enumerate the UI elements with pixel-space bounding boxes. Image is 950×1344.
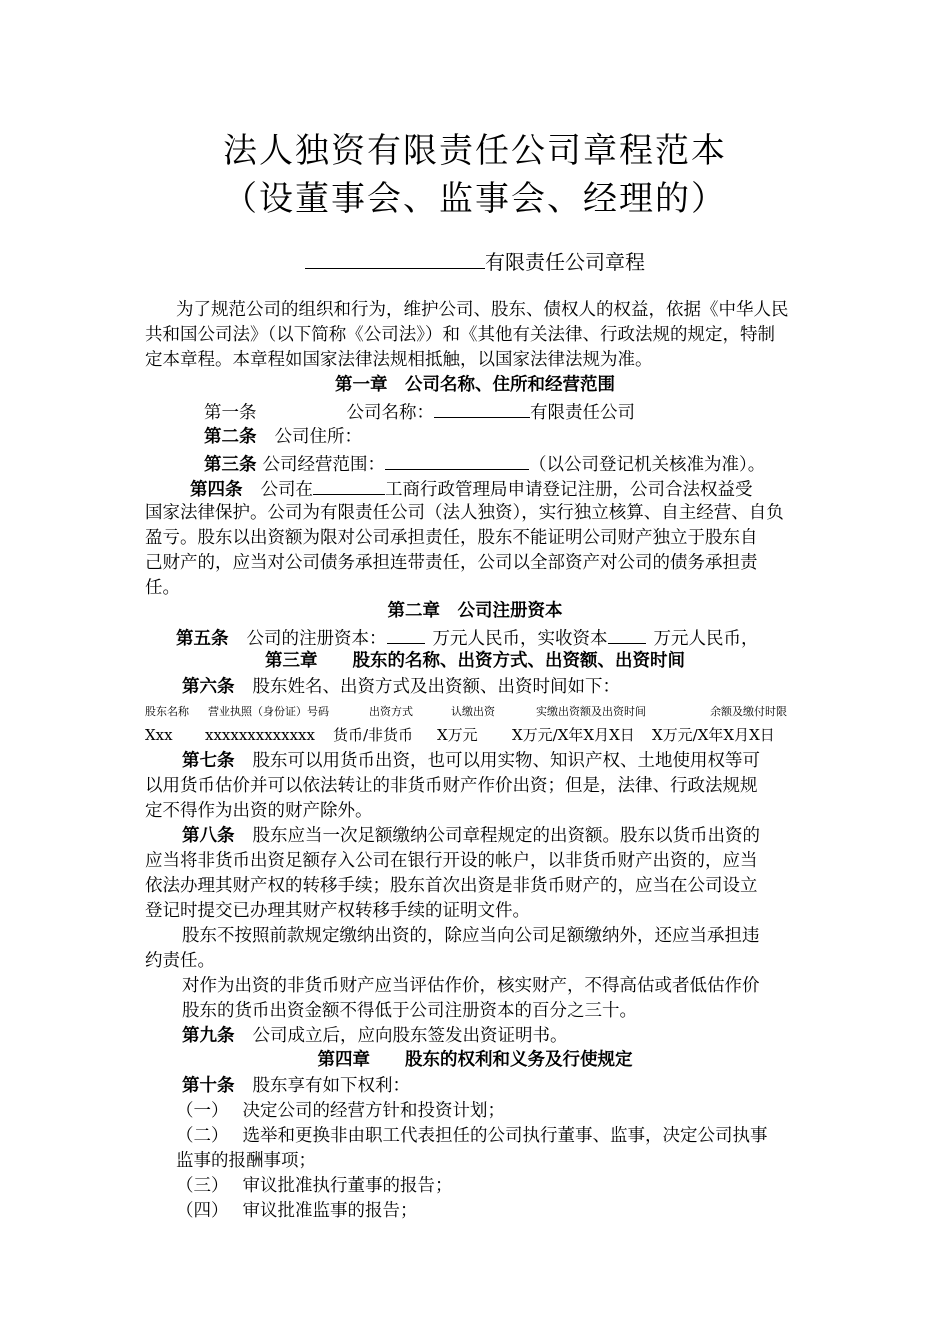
chapter-3-heading: 第三章 股东的名称、出资方式、出资额、出资时间 [265,651,685,671]
right-item-2 [176,1124,768,1148]
document-title-line2: （设董事会、监事会、经理的） [223,179,727,219]
article-1-text: 公司名称： [346,403,434,423]
right-item-4-number: （四） [176,1201,229,1221]
contribution-method-cell: 货币/非货币 [333,726,414,744]
article-5 [176,625,759,651]
article-2-label: 第二条 [204,427,257,447]
subscribed-amount-cell: X万元 [437,726,478,744]
shareholder-table-header-5: 实缴出资额及出资时间 [536,705,646,718]
right-item-2-text: 选举和更换非由职工代表担任的公司执行董事、监事，决定公司执事 [242,1126,768,1146]
shareholder-table-header-1: 股东名称 [145,705,189,718]
right-item-1-number: （一） [176,1101,229,1121]
article-9-label: 第九条 [182,1026,235,1046]
registered-capital-field [387,625,425,644]
article-3-suffix: （以公司登记机关核准为准）。 [529,455,766,475]
shareholder-name-cell: Xxx [145,726,173,744]
article-5-text: 公司的注册资本： [246,629,387,649]
article-1 [204,399,635,425]
article-8-para-4: 股东的货币出资金额不得低于公司注册资本的百分之三十。 [182,1001,637,1021]
article-3-label: 第三条 [204,455,257,475]
article-4-line-3: 盈亏。股东以出资额为限对公司承担责任，股东不能证明公司财产独立于股东自 [145,528,758,548]
article-8 [182,824,760,848]
article-7-line-2: 以用货币估价并可以依法转让的非货币财产作价出资；但是，法律、行政法规规 [145,776,758,796]
paid-in-capital-field [608,625,646,644]
article-10-label: 第十条 [182,1076,235,1096]
shareholder-table-header-2: 营业执照（身份证）号码 [208,705,329,718]
article-10 [182,1074,410,1098]
article-8-line-4: 登记时提交已办理其财产权转移手续的证明文件。 [145,901,530,921]
chapter-2-heading: 第二章 公司注册资本 [387,601,563,621]
article-8-para-2: 股东不按照前款规定缴纳出资的，除应当向公司足额缴纳外，还应当承担违 [182,926,760,946]
right-item-3-text: 审议批准执行董事的报告； [242,1176,453,1196]
right-item-3 [176,1174,453,1198]
shareholder-table-header-6: 余额及缴付时限 [710,705,787,718]
article-8-line-3: 依法办理其财产权的转移手续；股东首次出资是非货币财产的，应当在公司设立 [145,876,758,896]
article-6-label: 第六条 [182,677,235,697]
shareholder-id-cell: xxxxxxxxxxxxx [205,726,315,744]
business-scope-field [385,451,529,470]
preamble-line-3: 定本章程。本章程如国家法律法规相抵触，以国家法律法规为准。 [145,350,653,370]
article-1-suffix: 有限责任公司 [530,403,635,423]
article-8-para-2-cont: 约责任。 [145,951,215,971]
balance-deadline-cell: X万元/X年X月X日 [652,726,775,744]
preamble-line-1: 为了规范公司的组织和行为，维护公司、股东、债权人的权益，依据《中华人民 [176,300,789,320]
charter-subtitle [0,248,950,276]
right-item-2-cont: 监事的报酬事项； [176,1151,316,1171]
article-1-label: 第一条 [204,403,257,423]
article-2-text: 公司住所： [274,427,362,447]
document-title-line1: 法人独资有限责任公司章程范本 [223,131,727,171]
company-name-blank [305,250,485,269]
company-name-field [434,399,530,418]
article-4-line-5: 任。 [145,578,180,598]
article-4-line-4: 己财产的，应当对公司债务承担连带责任，公司以全部资产对公司的债务承担责 [145,553,758,573]
article-4-text: 公司在 [260,480,313,500]
registration-authority-field [313,476,385,495]
shareholder-table-header-4: 认缴出资 [451,705,495,718]
chapter-1-heading: 第一章 公司名称、住所和经营范围 [335,375,615,395]
article-4 [190,476,753,502]
article-5-label: 第五条 [176,629,229,649]
article-7 [182,749,760,773]
article-10-text: 股东享有如下权利： [252,1076,410,1096]
article-5-text-cont: 万元人民币，实收资本 [432,629,608,649]
article-4-line-2: 国家法律保护。公司为有限责任公司（法人独资），实行独立核算、自主经营、自负 [145,503,784,523]
chapter-4-heading: 第四章 股东的权利和义务及行使规定 [317,1050,633,1070]
charter-subtitle-text: 有限责任公司章程 [485,250,645,274]
article-7-label: 第七条 [182,751,235,771]
article-7-line-3: 定不得作为出资的财产除外。 [145,801,373,821]
paid-amount-cell: X万元/X年X月X日 [512,726,635,744]
article-6 [182,675,620,699]
preamble-line-2: 共和国公司法》（以下简称《公司法》）和《其他有关法律、行政法规的规定，特制 [145,325,775,345]
right-item-2-number: （二） [176,1126,229,1146]
article-4-label: 第四条 [190,480,243,500]
article-3-text: 公司经营范围： [262,455,385,475]
article-2 [204,425,362,449]
right-item-3-number: （三） [176,1176,229,1196]
article-8-text: 股东应当一次足额缴纳公司章程规定的出资额。股东以货币出资的 [252,826,760,846]
right-item-1 [176,1099,505,1123]
article-5-suffix: 万元人民币， [653,629,759,649]
shareholder-table-header-3: 出资方式 [369,705,413,718]
right-item-4-text: 审议批准监事的报告； [242,1201,418,1221]
article-9-text: 公司成立后，应向股东签发出资证明书。 [252,1026,568,1046]
article-8-line-2: 应当将非货币出资足额存入公司在银行开设的帐户，以非货币财产出资的，应当 [145,851,758,871]
article-8-para-3: 对作为出资的非货币财产应当评估作价，核实财产，不得高估或者低估作价 [182,976,760,996]
article-8-label: 第八条 [182,826,235,846]
article-6-text: 股东姓名、出资方式及出资额、出资时间如下： [252,677,620,697]
article-9 [182,1024,568,1048]
right-item-4 [176,1199,418,1223]
article-7-text: 股东可以用货币出资，也可以用实物、知识产权、土地使用权等可 [252,751,760,771]
article-4-text-cont: 工商行政管理局申请登记注册，公司合法权益受 [385,480,753,500]
right-item-1-text: 决定公司的经营方针和投资计划； [242,1101,505,1121]
article-3 [204,451,765,477]
